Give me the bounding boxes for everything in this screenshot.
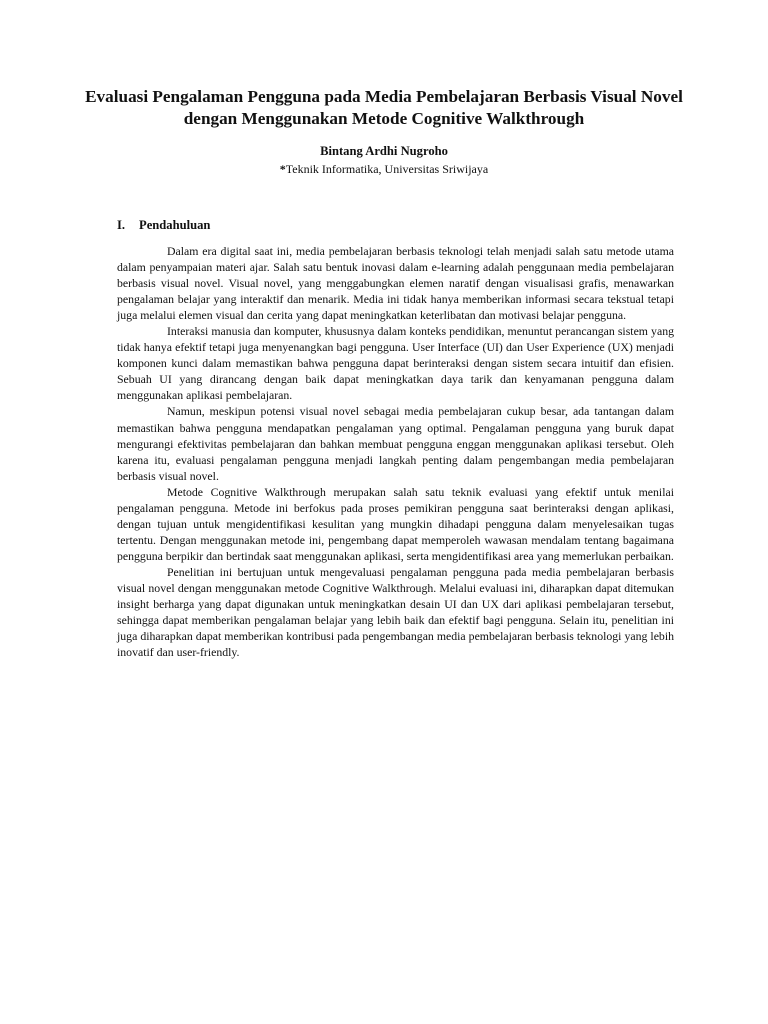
author-affiliation <box>0 161 768 178</box>
affiliation-marker: * <box>279 162 286 176</box>
paragraph: Interaksi manusia dan komputer, khususnya dalam konteks pendidikan, menuntut perancangan sistem yang tidak hanya efektif tetapi juga menyenangkan bagi pengguna. User Interface (UI) dan User Experience (UX) menjadi komponen kunci dalam memastikan bahwa pengguna dapat berinteraksi dengan sistem secara intuitif dan efisien. Sebuah UI yang dirancang dengan baik dapat meningkatkan daya tarik dan kenyamanan pengguna dalam menggunakan aplikasi pembelajaran. <box>117 324 674 403</box>
paper-title: Evaluasi Pengalaman Pengguna pada Media Pembelajaran Berbasis Visual Novel dengan Menggunakan Metode Cognitive Walkthrough <box>85 87 683 128</box>
paragraph: Penelitian ini bertujuan untuk mengevaluasi pengalaman pengguna pada media pembelajaran berbasis visual novel dengan menggunakan metode Cognitive Walkthrough. Melalui evaluasi ini, diharapkan dapat ditemukan insight berharga yang dapat digunakan untuk meningkatkan desain UI dan UX dari aplikasi pembelajaran tersebut, sehingga dapat memberikan pengalaman belajar yang lebih baik dan efektif bagi pengguna. Selain itu, penelitian ini juga diharapkan dapat memberikan kontribusi pada pengembangan media pembelajaran berbasis teknologi yang lebih inovatif dan user-friendly. <box>117 564 674 660</box>
author-name: Bintang Ardhi Nugroho <box>320 144 448 158</box>
paragraph: Metode Cognitive Walkthrough merupakan salah satu teknik evaluasi yang efektif untuk menilai pengalaman pengguna. Metode ini berfokus pada proses pemikiran pengguna saat berinteraksi dengan aplikasi, dengan tujuan untuk mengidentifikasi kesulitan yang mungkin dihadapi pengguna dalam menyelesaikan tugas tertentu. Dengan menggunakan metode ini, pengembang dapat memperoleh wawasan mendalam tentang bagaimana pengguna berpikir dan bertindak saat menggunakan aplikasi, serta mengidentifikasi area yang memerlukan perbaikan. <box>117 484 674 563</box>
section-heading <box>117 217 210 234</box>
paragraph: Dalam era digital saat ini, media pembelajaran berbasis teknologi telah menjadi salah satu metode utama dalam penyampaian materi ajar. Salah satu bentuk inovasi dalam e-learning adalah penggunaan media pembelajaran berbasis visual novel. Visual novel, yang menggabungkan elemen naratif dengan visualisasi grafis, menawarkan pengalaman belajar yang interaktif dan menarik. Media ini tidak hanya memberikan informasi secara tekstual tetapi juga melalui elemen visual dan cerita yang dapat meningkatkan keterlibatan dan motivasi belajar pengguna. <box>117 244 674 323</box>
paragraph: Namun, meskipun potensi visual novel sebagai media pembelajaran cukup besar, ada tantangan dalam memastikan bahwa pengguna mendapatkan pengalaman yang optimal. Pengalaman pengguna yang buruk dapat mengurangi efektivitas pembelajaran dan bahkan membuat pengguna enggan menggunakan aplikasi tersebut. Oleh karena itu, evaluasi pengalaman pengguna menjadi langkah penting dalam pengembangan media pembelajaran berbasis visual novel. <box>117 404 674 483</box>
affiliation-text: Teknik Informatika, Universitas Sriwijaya <box>285 162 489 176</box>
section-number: I. <box>117 218 126 232</box>
section-title: Pendahuluan <box>139 218 211 232</box>
section-body <box>117 243 674 660</box>
